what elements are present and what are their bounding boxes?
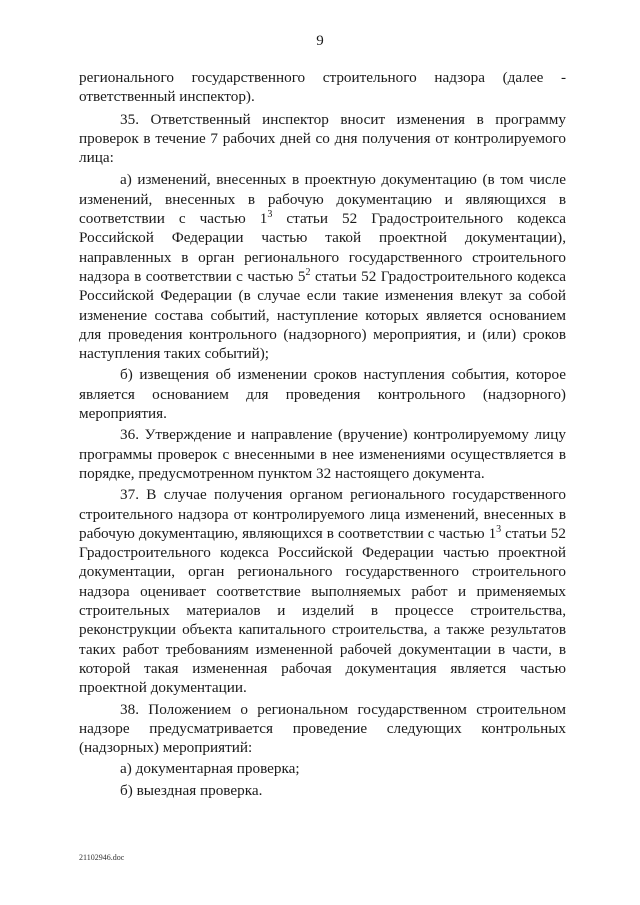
footer-document-code: 21102946.doc: [79, 853, 125, 862]
page-number: 9: [316, 33, 324, 49]
superscript-3: 3: [496, 523, 502, 535]
paragraph-37: [79, 485, 566, 697]
paragraph-continuation: регионального государственного строительного надзора (далее - ответственный инспектор).: [79, 69, 566, 106]
paragraph-35-a: [79, 170, 566, 363]
paragraph-35-b: б) извещения об изменении сроков наступления события, которое является основанием для проведения контрольного (надзорного) мероприятия.: [79, 366, 566, 423]
paragraph-35-a-text-3: статьи 52 Градостроительного кодекса Российской Федерации (в случае если такие изменения влекут за собой изменение состава событий, наступление которых является основанием для проведения контрольного (надзорного) мероприятия, и (или) сроков наступления таких событий);: [79, 267, 566, 363]
paragraph-38-b: б) выездная проверка.: [120, 781, 263, 799]
superscript-3: 3: [267, 209, 273, 221]
paragraph-35-a-text-2: статьи 52 Градостроительного кодекса Российской Федерации частью такой проектной документации), направленных в орган регионального государственного строительного надзора в соответствии с частью 5: [79, 210, 566, 285]
paragraph-38-a: а) документарная проверка;: [120, 760, 300, 778]
paragraph-38: 38. Положением о региональном государственном строительном надзоре предусматривается проведение следующих контрольных (надзорных) мероприятий:: [79, 700, 566, 757]
document-body: [79, 68, 566, 802]
paragraph-37-text-2: статьи 52 Градостроительного кодекса Российской Федерации частью проектной документации, орган регионального государственного строительного надзора оценивает соответствие выполняемых работ и применяемых строительных материалов и изделий в процессе строительства, реконструкции объекта капитального строительства, а также результатов таких работ требованиям измененной рабочей документации в части, в которой такая измененная рабочая документация является частью проектной документации.: [79, 524, 566, 697]
paragraph-36: 36. Утверждение и направление (вручение) контролируемому лицу программы проверок с внесенными в нее изменениями осуществляется в порядке, предусмотренном пунктом 32 настоящего документа.: [79, 426, 566, 482]
paragraph-37-text-1: 37. В случае получения органом регионального государственного строительного надзора от контролируемого лица изменений, внесенных в рабочую документацию, являющихся в соответствии с частью 1: [79, 486, 566, 542]
superscript-2: 2: [305, 266, 311, 278]
paragraph-35: 35. Ответственный инспектор вносит изменения в программу проверок в течение 7 рабочих дней со дня получения от контролируемого лица:: [79, 110, 566, 167]
paragraph-35-a-text-1: а) изменений, внесенных в проектную документацию (в том числе изменений, внесенных в рабочую документацию и являющихся в соответствии с частью 1: [79, 171, 566, 228]
